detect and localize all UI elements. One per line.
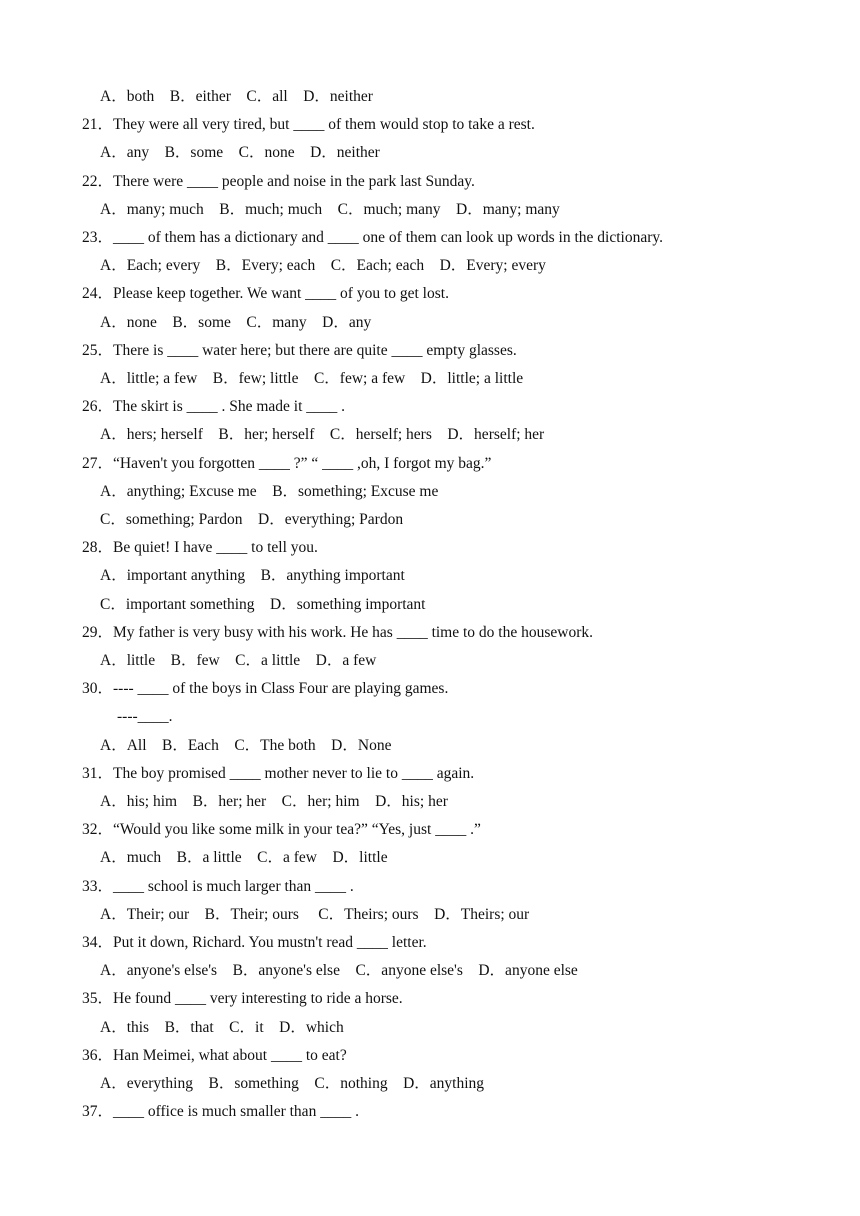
question-text: 25．There is ____ water here; but there are quite ____ empty glasses.: [82, 341, 517, 359]
answer-options: A．important anything B．anything important: [100, 567, 405, 585]
question-text: 24．Please keep together. We want ____ of you to get lost.: [82, 285, 449, 303]
question-text: 26．The skirt is ____ . She made it ____ .: [82, 398, 346, 416]
question-text: 27．“Haven't you forgotten ____ ?” “ ____ ,oh, I forgot my bag.”: [82, 454, 492, 472]
answer-options: A．Their; our B．Their; ours C．Theirs; ours D．Theirs; our: [100, 905, 530, 923]
question-text: 32．“Would you like some milk in your tea?” “Yes, just ____ .”: [82, 821, 481, 839]
answer-options: A．his; him B．her; her C．her; him D．his; her: [100, 793, 448, 810]
answer-options: A．everything B．something C．nothing D．anything: [100, 1075, 485, 1092]
answer-options: A．both B．either C．all D．neither: [100, 88, 373, 105]
answer-options: A．hers; herself B．her; herself C．herself; hers D．herself; her: [100, 426, 545, 444]
question-text: 37．____ office is much smaller than ____ .: [82, 1103, 359, 1121]
answer-options: A．much B．a little C．a few D．little: [100, 849, 388, 867]
answer-options: A．little; a few B．few; little C．few; a few D．little; a little: [100, 370, 524, 387]
answer-options: A．many; much B．much; much C．much; many D．many; many: [100, 200, 560, 218]
question-text: 30．---- ____ of the boys in Class Four are playing games.: [82, 680, 449, 698]
question-text: 23．____ of them has a dictionary and ____ one of them can look up words in the dictionary.: [82, 229, 663, 246]
answer-options: A．anything; Excuse me B．something; Excuse me: [100, 482, 439, 500]
answer-options: A．any B．some C．none D．neither: [100, 144, 380, 162]
question-text: 22．There were ____ people and noise in the park last Sunday.: [82, 172, 475, 190]
answer-options: C．important something D．something important: [100, 595, 426, 613]
answer-options: A．this B．that C．it D．which: [100, 1018, 344, 1036]
question-text: 33．____ school is much larger than ____ .: [82, 877, 354, 895]
question-text: 34．Put it down, Richard. You mustn't read ____ letter.: [82, 934, 427, 951]
question-text: 31．The boy promised ____ mother never to lie to ____ again.: [82, 764, 475, 782]
question-continuation: ----____.: [117, 708, 173, 726]
answer-options: A．anyone's else's B．anyone's else C．anyone else's D．anyone else: [100, 962, 578, 980]
question-text: 28．Be quiet! I have ____ to tell you.: [82, 539, 318, 557]
answer-options: A．little B．few C．a little D．a few: [100, 652, 377, 669]
answer-options: A．Each; every B．Every; each C．Each; each D．Every; every: [100, 257, 546, 275]
answer-options: C．something; Pardon D．everything; Pardon: [100, 511, 404, 528]
question-text: 36．Han Meimei, what about ____ to eat?: [82, 1046, 347, 1064]
question-text: 21．They were all very tired, but ____ of them would stop to take a rest.: [82, 116, 535, 134]
question-text: 35．He found ____ very interesting to ride a horse.: [82, 990, 403, 1008]
answer-options: A．none B．some C．many D．any: [100, 313, 372, 331]
answer-options: A．All B．Each C．The both D．None: [100, 736, 392, 754]
question-text: 29．My father is very busy with his work. He has ____ time to do the housework.: [82, 623, 594, 641]
